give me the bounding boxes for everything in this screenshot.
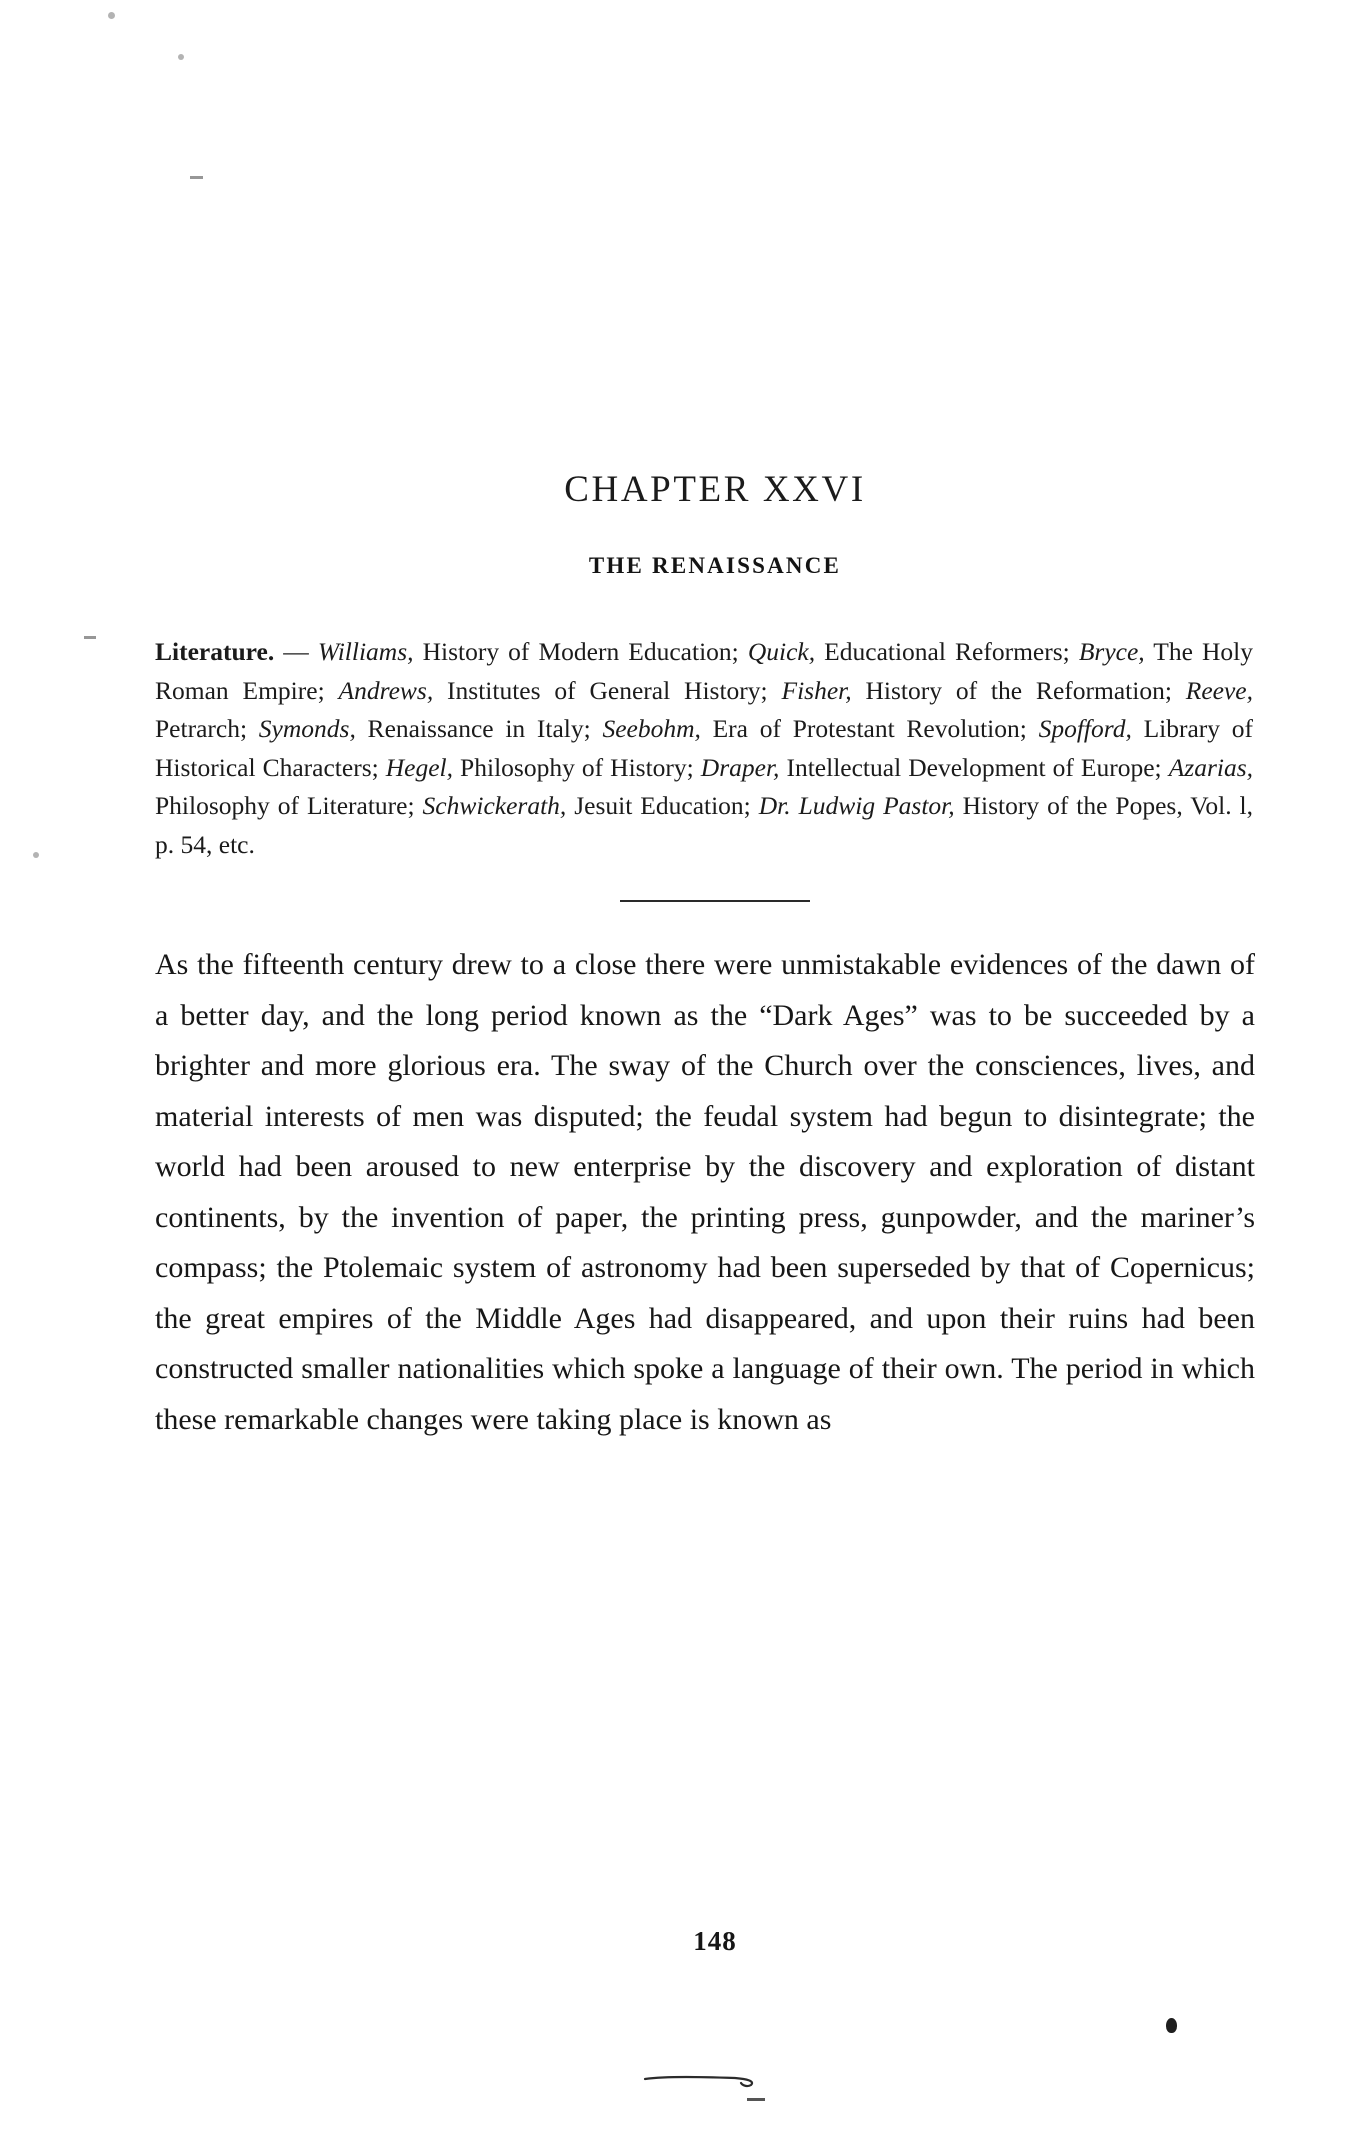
reference-author: Schwickerath,: [422, 791, 567, 820]
page-number: 148: [693, 1926, 737, 1956]
scan-ink-blob: [1166, 2018, 1177, 2033]
reference-title: Renaissance in Italy;: [355, 714, 603, 743]
reference-title: Jesuit Education;: [566, 791, 759, 820]
reference-author: Andrews,: [338, 675, 434, 705]
body-text: [155, 940, 1255, 1445]
reference-author: Quick,: [747, 637, 816, 666]
reference-author: Seebohm,: [602, 714, 701, 743]
reference-author: Bryce,: [1078, 637, 1145, 666]
reference-author: Azarias,: [1168, 752, 1253, 782]
reference-author: Reeve,: [1185, 675, 1253, 705]
scan-speck: [33, 852, 39, 858]
reference-author: Symonds,: [258, 714, 356, 743]
section-divider-wrap: [155, 900, 1275, 902]
chapter-subtitle: THE RENAISSANCE: [588, 553, 842, 578]
reference-title: The Holy Roman Empire;: [155, 637, 1254, 705]
literature-label: Literature.: [155, 637, 275, 666]
reference-title: Institutes of General History;: [433, 675, 782, 705]
reference-title: Educational Reformers;: [815, 637, 1079, 666]
reference-title: Library of Historical Characters;: [155, 714, 1254, 782]
reference-title: Philosophy of History;: [453, 752, 701, 782]
reference-title: Era of Protestant Revolution;: [700, 714, 1039, 743]
chapter-title: CHAPTER XXVI: [564, 469, 866, 510]
page-content: [155, 0, 1275, 1956]
literature-dash: —: [274, 637, 318, 666]
literature-note: [155, 633, 1253, 864]
literature-references: [155, 637, 1253, 859]
reference-author: Draper,: [700, 752, 780, 782]
reference-title: History of Modern Education;: [413, 637, 748, 666]
section-divider: [620, 900, 810, 902]
reference-title: Intellectual Development of Europe;: [779, 752, 1169, 782]
hand-underline-annotation: [643, 2074, 761, 2088]
reference-title: Philosophy of Literature;: [155, 791, 423, 820]
reference-title: History of the Reformation;: [851, 675, 1186, 705]
reference-author: Spofford,: [1038, 714, 1132, 743]
reference-title: History of the Popes, Vol. l, p. 54, etc.: [155, 791, 1253, 859]
reference-author: Dr. Ludwig Pastor,: [758, 791, 955, 820]
reference-author: Fisher,: [781, 675, 852, 705]
reference-author: Williams,: [317, 637, 414, 666]
reference-title: Petrarch;: [155, 714, 259, 743]
reference-author: Hegel,: [385, 752, 454, 782]
scan-speck: [108, 12, 115, 19]
body-paragraph: As the fifteenth century drew to a close there were unmistakable evidences of the dawn of a better day, and the long period known as the “Dark Ages” was to be succeeded by a brighter and more glorious era. The sway of the Church over the consciences, lives, and material interests of men was disputed; the feudal system had begun to disintegrate; the world had been aroused to new enterprise by the discovery and exploration of distant continents, by the invention of paper, the printing press, gunpowder, and the mariner’s compass; the Ptolemaic system of astronomy had been superseded by that of Copernicus; the great empires of the Middle Ages had disappeared, and upon their ruins had been constructed smaller nationalities which spoke a language of their own. The period in which these remarkable changes were taking place is known as: [155, 948, 1255, 1436]
scan-dash: [747, 2098, 765, 2101]
scan-dash: [84, 636, 96, 639]
